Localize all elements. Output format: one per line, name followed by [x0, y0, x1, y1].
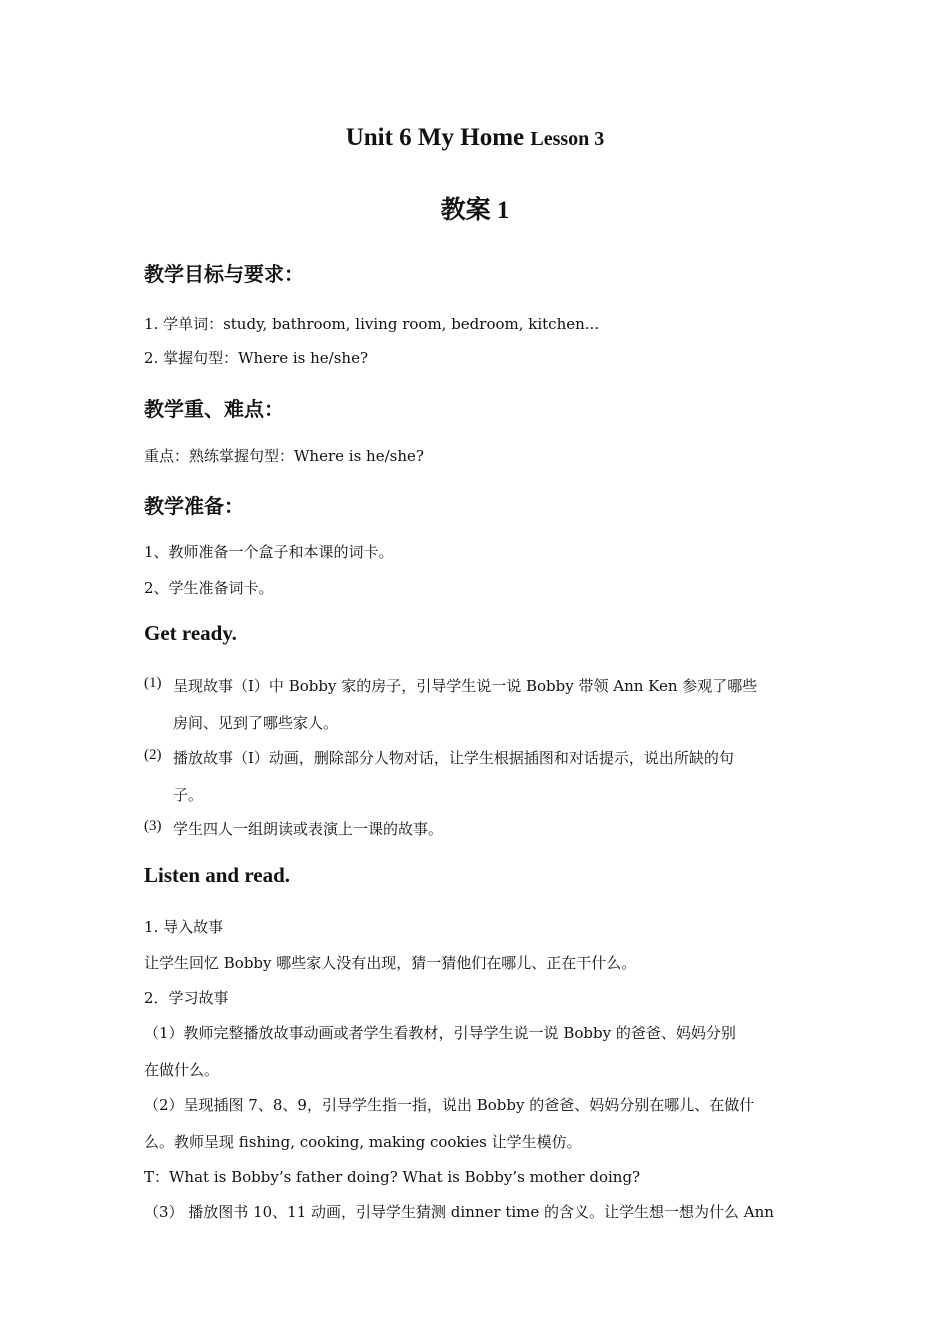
goal-item: 2. 掌握句型：Where is he/she? — [144, 349, 368, 367]
get-ready-text: 学生四人一组朗读或表演上一课的故事。 — [173, 820, 444, 838]
listen-read-line: （1）教师完整播放故事动画或者学生看教材，引导学生说一说 Bobby 的爸爸、妈妈分别 — [144, 1024, 736, 1042]
get-ready-text: 房间、见到了哪些家人。 — [173, 714, 339, 732]
listen-read-line: 2．学习故事 — [144, 989, 229, 1007]
prep-heading: 教学准备： — [144, 494, 244, 518]
listen-read-line: 么。教师呈现 fishing, cooking, making cookies 让学生模仿。 — [144, 1133, 582, 1151]
listen-read-line: 1. 导入故事 — [144, 918, 224, 936]
get-ready-text: 播放故事（I）动画，删除部分人物对话，让学生根据插图和对话提示，说出所缺的句 — [173, 749, 734, 767]
prep-item: 1、教师准备一个盒子和本课的词卡。 — [144, 543, 394, 561]
get-ready-heading: Get ready. — [144, 621, 237, 645]
get-ready-num: (3) — [144, 818, 162, 834]
document-subtitle: 教案 1 — [440, 197, 510, 224]
goals-heading: 教学目标与要求： — [144, 262, 304, 286]
listen-read-line: T：What is Bobby’s father doing? What is Bobby’s mother doing? — [144, 1168, 641, 1186]
get-ready-num: (2) — [144, 747, 162, 763]
listen-read-line: （2）呈现插图 7、8、9，引导学生指一指，说出 Bobby 的爸爸、妈妈分别在哪儿、在做什 — [144, 1096, 755, 1114]
keypoints-heading: 教学重、难点： — [144, 397, 284, 421]
unit-title: Unit 6 My Home — [345, 124, 525, 151]
lesson-label: Lesson 3 — [530, 128, 605, 150]
prep-item: 2、学生准备词卡。 — [144, 579, 274, 597]
get-ready-text: 子。 — [173, 786, 204, 804]
get-ready-num: (1) — [144, 675, 162, 691]
keypoints-text: 重点：熟练掌握句型：Where is he/she? — [144, 447, 424, 465]
get-ready-text: 呈现故事（Ⅰ）中 Bobby 家的房子，引导学生说一说 Bobby 带领 Ann Ken 参观了哪些 — [173, 677, 758, 695]
document-title — [0, 124, 950, 152]
goal-item: 1. 学单词：study, bathroom, living room, bedroom, kitchen... — [144, 315, 600, 333]
listen-read-heading: Listen and read. — [144, 863, 291, 887]
listen-read-line: 让学生回忆 Bobby 哪些家人没有出现，猜一猜他们在哪儿、正在干什么。 — [144, 954, 637, 972]
listen-read-line: （3） 播放图书 10、11 动画，引导学生猜测 dinner time 的含义。让学生想一想为什么 Ann — [144, 1203, 774, 1221]
listen-read-line: 在做什么。 — [144, 1061, 220, 1079]
